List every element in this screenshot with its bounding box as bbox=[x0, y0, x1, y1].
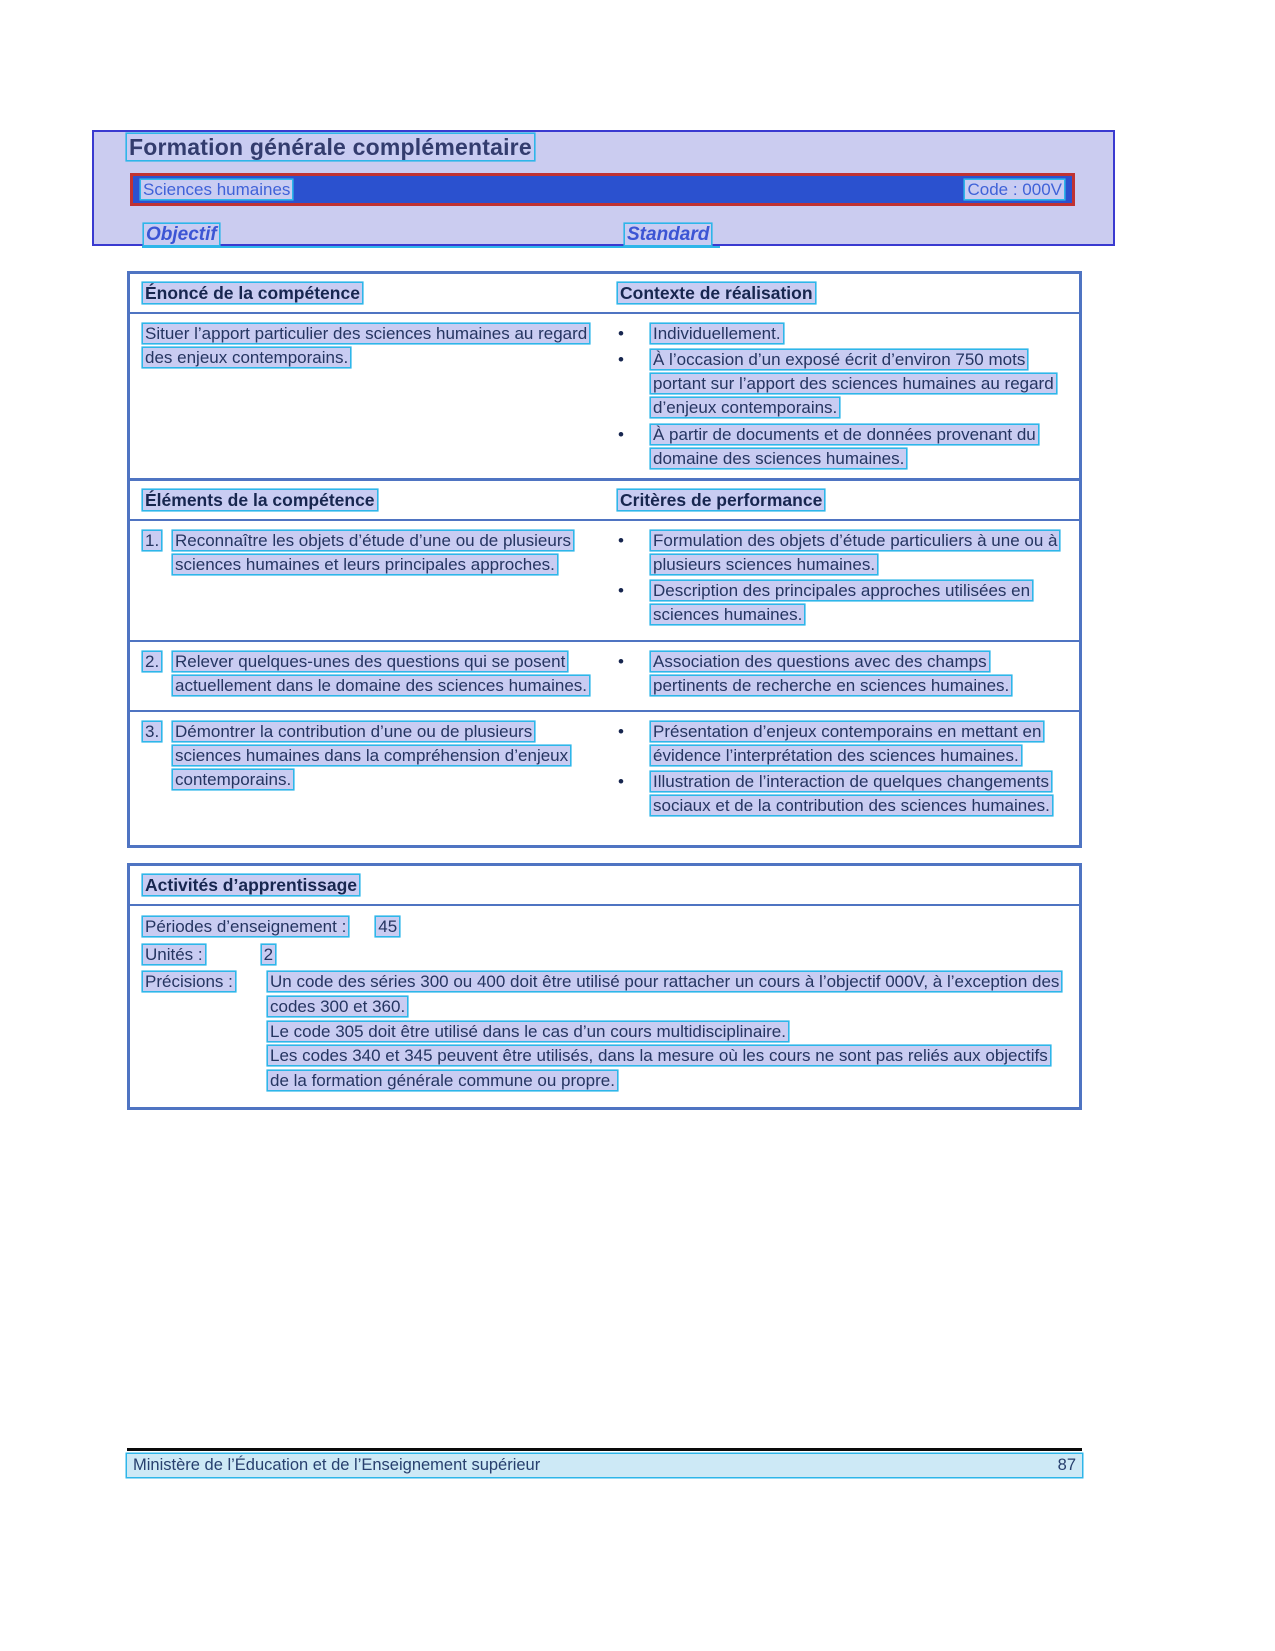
criteria-list bbox=[618, 720, 1067, 821]
periods-value: 45 bbox=[378, 917, 398, 936]
competence-table-header bbox=[130, 274, 1079, 314]
periods-row bbox=[143, 915, 1067, 940]
criteria-item bbox=[618, 720, 1063, 768]
criteria-item bbox=[618, 529, 1063, 577]
ministry-name: Ministère de l’Éducation et de l’Enseignement supérieur bbox=[133, 1456, 541, 1474]
units-label: Unités : bbox=[145, 944, 203, 964]
element-row bbox=[130, 521, 1079, 640]
elements-table-header bbox=[130, 481, 1079, 521]
precisions-text bbox=[268, 970, 1067, 1093]
context-item bbox=[618, 322, 1063, 346]
page-number: 87 bbox=[1057, 1456, 1076, 1474]
element-number: 2. bbox=[145, 651, 160, 671]
bullet-icon: • bbox=[618, 350, 624, 370]
bullet-icon: • bbox=[618, 324, 624, 343]
element-number: 1. bbox=[145, 531, 160, 550]
element-text: Reconnaître les objets d’étude d’une ou de plusieurs sciences humaines et leurs principales approches. bbox=[175, 531, 571, 575]
footer-rule bbox=[127, 1448, 1082, 1451]
objectif-label: Objectif bbox=[146, 224, 217, 245]
elements-table bbox=[127, 478, 1082, 848]
section-header-panel bbox=[92, 130, 1115, 246]
criteria-item-text: Illustration de l’interaction de quelques changements sociaux et de la contribution des sciences humaines. bbox=[653, 772, 1050, 816]
competence-statement: Situer l’apport particulier des sciences humaines au regard des enjeux contemporains. bbox=[145, 324, 588, 368]
criteria-item-text: Formulation des objets d’étude particuliers à une ou à plusieurs sciences humaines. bbox=[653, 531, 1058, 575]
context-item-text: Individuellement. bbox=[653, 324, 781, 343]
bullet-icon: • bbox=[618, 581, 624, 601]
precisions-row bbox=[143, 970, 1067, 1093]
header-enonce: Énoncé de la compétence bbox=[145, 283, 360, 303]
activities-body bbox=[130, 906, 1079, 1107]
bullet-icon: • bbox=[618, 721, 624, 741]
units-value: 2 bbox=[263, 944, 274, 964]
bullet-icon: • bbox=[618, 424, 624, 444]
precision-line: Un code des séries 300 ou 400 doit être utilisé pour rattacher un cours à l’objectif 000V, à l’exception des codes 300 et 360. bbox=[270, 972, 1060, 1016]
bullet-icon: • bbox=[618, 651, 624, 671]
course-code: Code : 000V bbox=[967, 179, 1062, 199]
element-row bbox=[130, 640, 1079, 710]
element-text: Relever quelques-unes des questions qui se posent actuellement dans le domaine des sciences humaines. bbox=[175, 651, 588, 695]
criteria-item-text: Association des questions avec des champs pertinents de recherche en sciences humaines. bbox=[653, 651, 1010, 695]
subject-banner bbox=[130, 173, 1075, 206]
criteria-item bbox=[618, 770, 1063, 818]
page-footer bbox=[127, 1448, 1082, 1477]
subject-name: Sciences humaines bbox=[143, 179, 291, 199]
precision-line: Le code 305 doit être utilisé dans le cas d’un cours multidisciplinaire. bbox=[270, 1021, 786, 1041]
precision-line: Les codes 340 et 345 peuvent être utilisés, dans la mesure où les cours ne sont pas reliés aux objectifs de la formation générale commune ou propre. bbox=[270, 1046, 1048, 1090]
activities-title: Activités d’apprentissage bbox=[130, 866, 1079, 906]
criteria-item-text: Description des principales approches utilisées en sciences humaines. bbox=[653, 581, 1031, 625]
header-criteres: Critères de performance bbox=[620, 490, 823, 510]
criteria-list bbox=[618, 650, 1067, 700]
precisions-label: Précisions : bbox=[145, 972, 233, 992]
footer-row bbox=[127, 1454, 1082, 1477]
units-row bbox=[143, 943, 1067, 968]
bullet-icon: • bbox=[618, 772, 624, 791]
context-item bbox=[618, 348, 1063, 420]
periods-label: Périodes d’enseignement : bbox=[145, 917, 347, 936]
standard-label: Standard bbox=[627, 224, 710, 245]
element-cell bbox=[143, 650, 618, 700]
bullet-icon: • bbox=[618, 531, 624, 550]
criteria-item bbox=[618, 579, 1063, 627]
competence-table-body bbox=[130, 314, 1079, 483]
header-elements: Éléments de la compétence bbox=[145, 490, 375, 510]
objectif-standard-row bbox=[142, 224, 720, 248]
context-list bbox=[618, 322, 1067, 473]
criteria-item bbox=[618, 650, 1063, 698]
element-cell bbox=[143, 529, 618, 630]
element-cell bbox=[143, 720, 618, 821]
element-text: Démontrer la contribution d’une ou de plusieurs sciences humaines dans la compréhension d’enjeux contemporains. bbox=[175, 721, 569, 789]
context-item-text: À partir de documents et de données provenant du domaine des sciences humaines. bbox=[653, 424, 1036, 468]
section-title bbox=[127, 134, 534, 161]
activities-box bbox=[127, 863, 1082, 1110]
competence-table bbox=[127, 271, 1082, 486]
context-item-text: À l’occasion d’un exposé écrit d’environ 750 mots portant sur l’apport des sciences humaines au regard d’enjeux contemporains. bbox=[653, 350, 1054, 418]
criteria-item-text: Présentation d’enjeux contemporains en mettant en évidence l’interprétation des sciences humaines. bbox=[653, 721, 1042, 765]
criteria-list bbox=[618, 529, 1067, 630]
element-row bbox=[130, 710, 1079, 831]
context-item bbox=[618, 423, 1063, 471]
element-number: 3. bbox=[145, 721, 160, 741]
header-contexte: Contexte de réalisation bbox=[620, 283, 813, 303]
section-title-text: Formation générale complémentaire bbox=[129, 134, 532, 160]
